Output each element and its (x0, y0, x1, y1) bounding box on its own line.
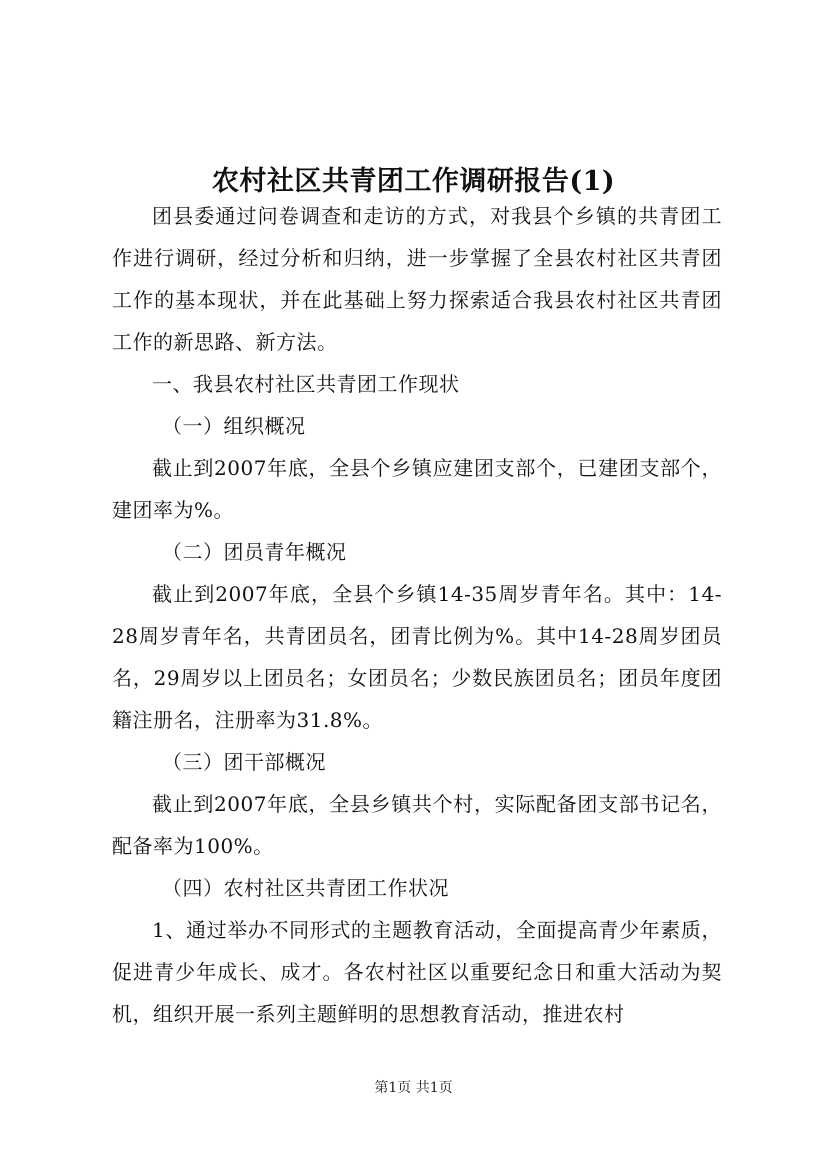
subsection-2-heading: （二）团员青年概况 (162, 540, 347, 564)
subsection-3-heading: （三）团干部概况 (162, 750, 326, 774)
document-title: 农村社区共青团工作调研报告(1) (211, 166, 616, 198)
document-body (112, 195, 722, 1035)
subsection-4-heading: （四）农村社区共青团工作状况 (162, 876, 449, 900)
subsection-2-paragraph: 截止到2007年底，全县个乡镇14-35周岁青年名。其中：14-28周岁青年名，共青团员名，团青比例为%。其中14-28周岁团员名，29周岁以上团员名；女团员名；少数民族团员名；团员年度团籍注册名，注册率为31.8%。 (112, 582, 722, 732)
subsection-4-paragraph: 1、通过举办不同形式的主题教育活动，全面提高青少年素质，促进青少年成长、成才。各农村社区以重要纪念日和重大活动为契机，组织开展一系列主题鲜明的思想教育活动，推进农村 (112, 918, 722, 1026)
page-number-footer: 第1页 共1页 (374, 1080, 453, 1096)
subsection-1-heading: （一）组织概况 (162, 414, 306, 438)
section-1-heading: 一、我县农村社区共青团工作现状 (152, 372, 460, 396)
subsection-1-paragraph: 截止到2007年底，全县个乡镇应建团支部个，已建团支部个，建团率为%。 (112, 456, 722, 522)
subsection-3-paragraph: 截止到2007年底，全县乡镇共个村，实际配备团支部书记名，配备率为100%。 (112, 792, 722, 858)
intro-paragraph: 团县委通过问卷调查和走访的方式，对我县个乡镇的共青团工作进行调研，经过分析和归纳，进一步掌握了全县农村社区共青团工作的基本现状，并在此基础上努力探索适合我县农村社区共青团工作的新思路、新方法。 (112, 204, 722, 354)
